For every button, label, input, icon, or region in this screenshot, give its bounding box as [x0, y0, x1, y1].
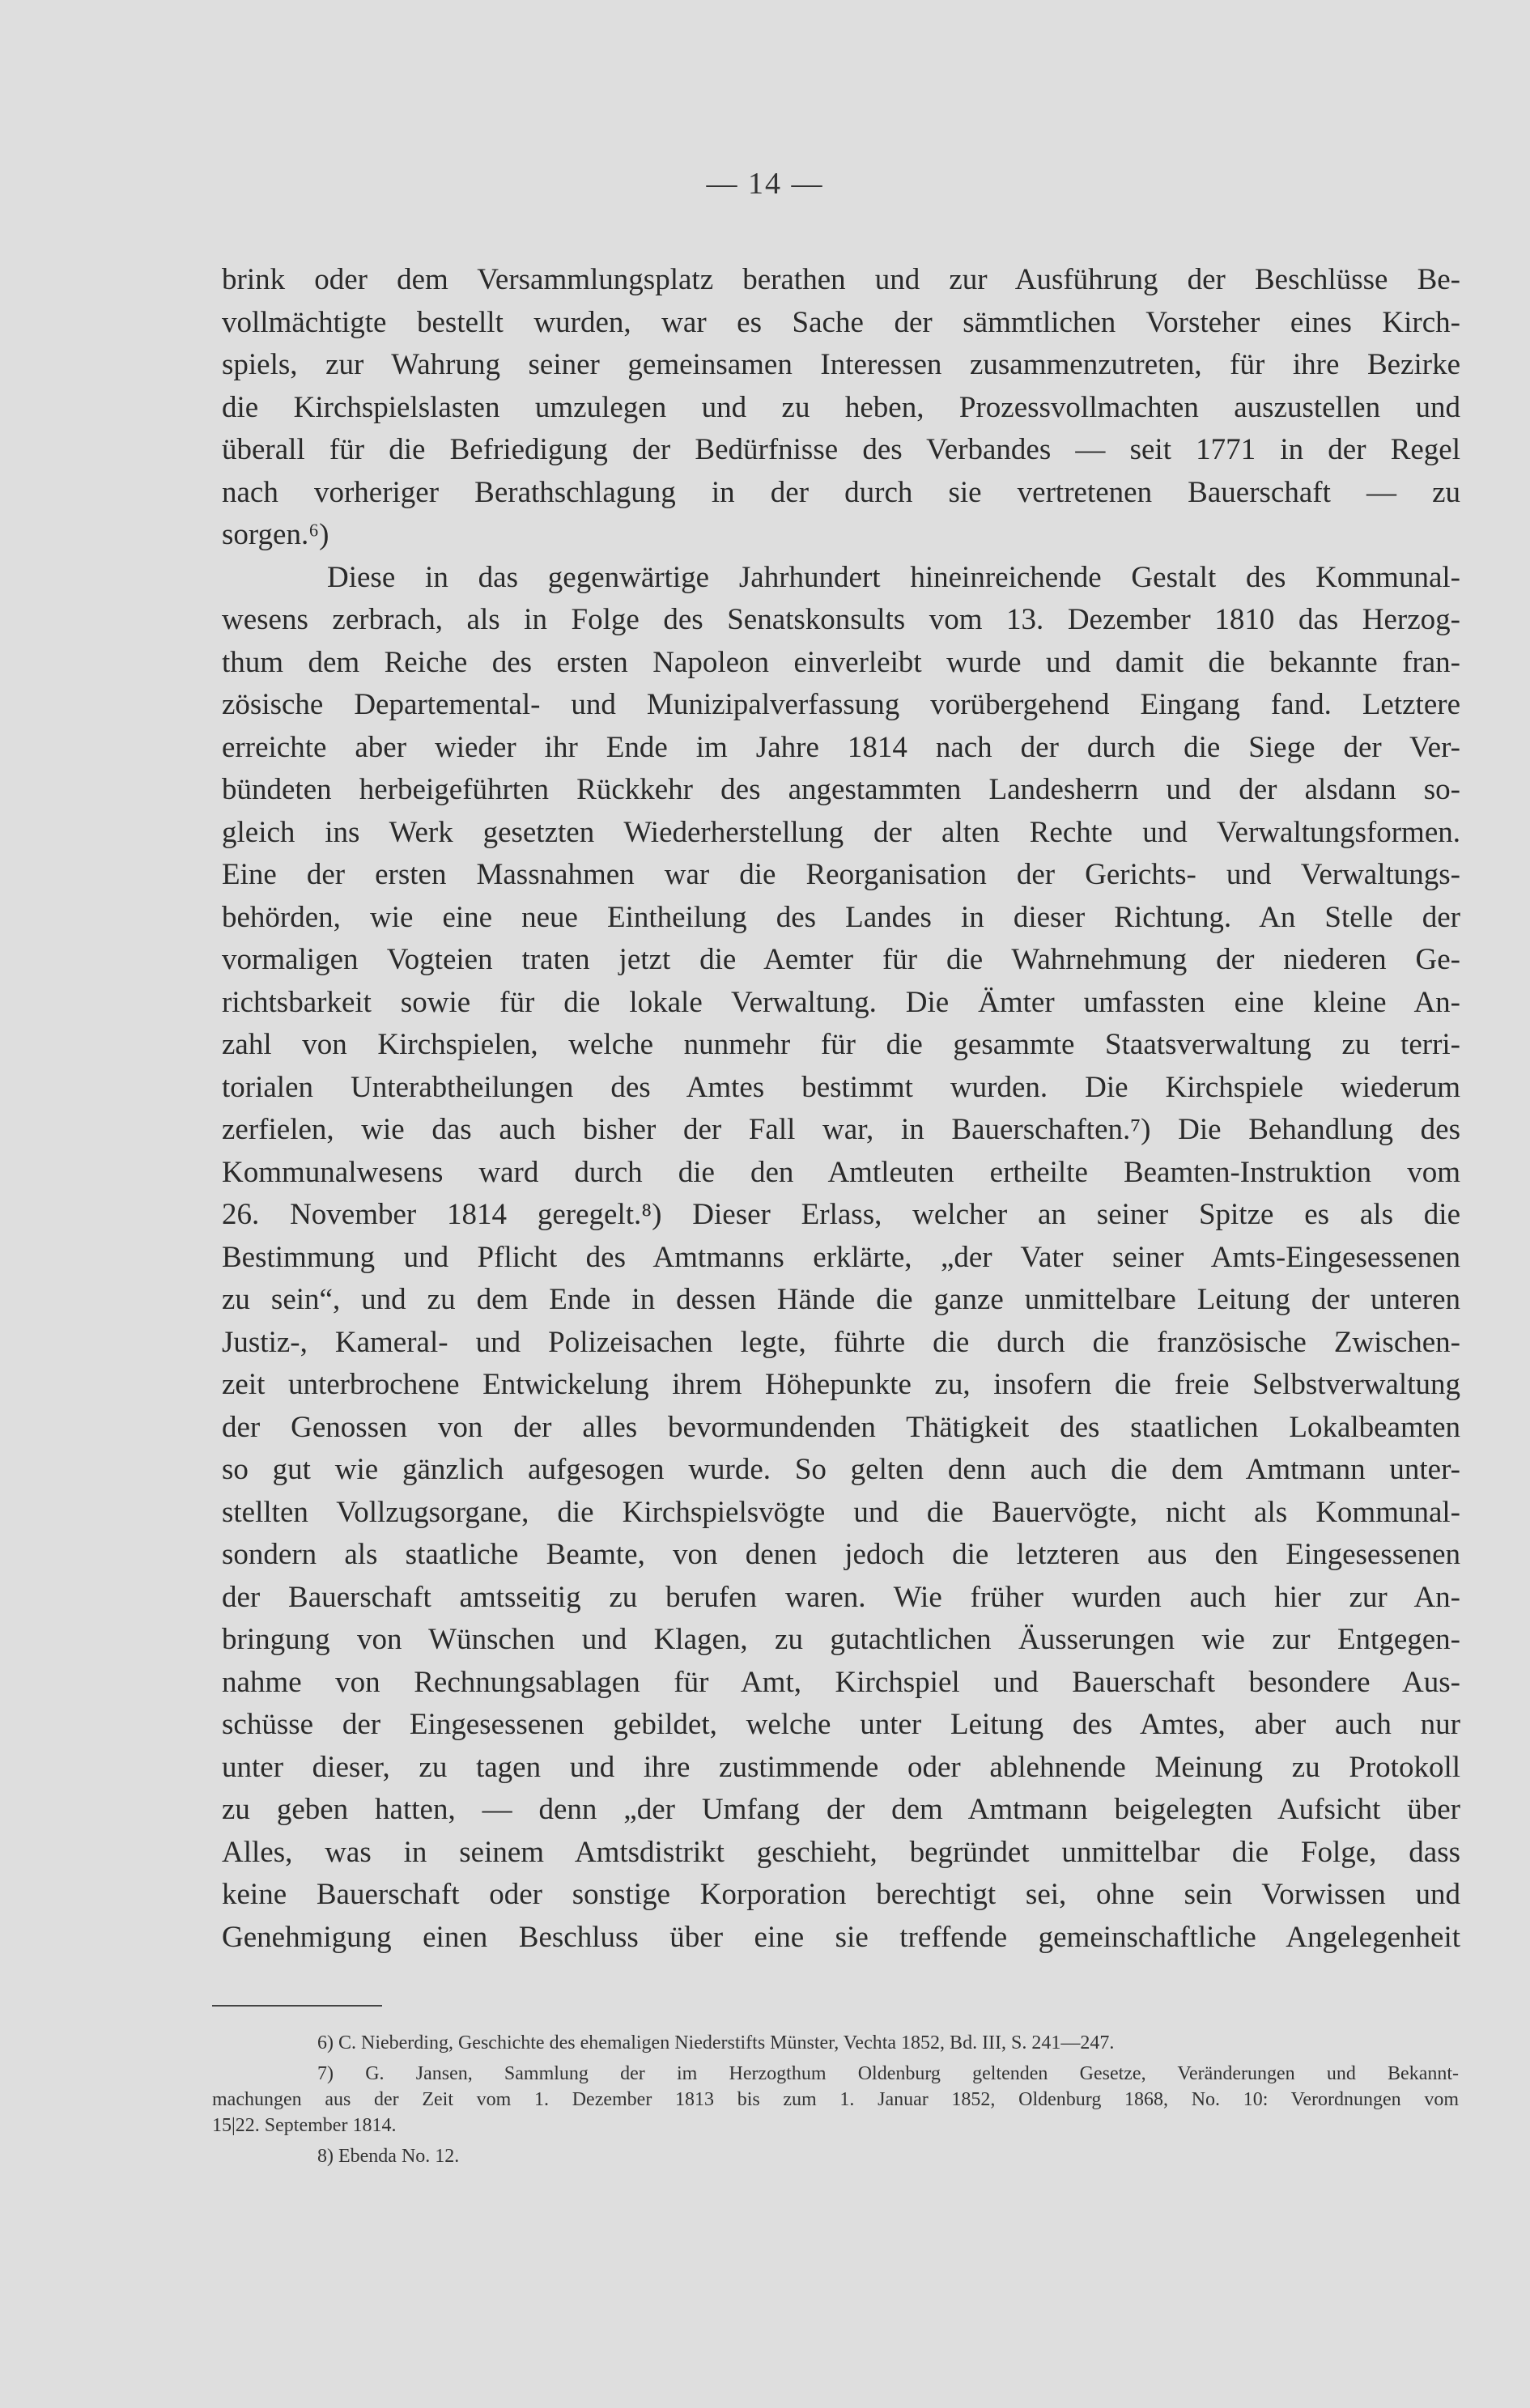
text-line: sorgen.⁶)	[222, 518, 329, 551]
footnote-line: 15|22. September 1814.	[212, 2115, 397, 2136]
text-line: schüsse der Eingesessenen gebildet, welche unter Leitung des Amtes, aber auch nur	[222, 1708, 1460, 1741]
text-line: keine Bauerschaft oder sonstige Korporation berechtigt sei, ohne sein Vorwissen und	[222, 1878, 1460, 1911]
text-line: Justiz-, Kameral- und Polizeisachen legte, führte die durch die französische Zwischen-	[222, 1325, 1460, 1359]
footnote-line: 6) C. Nieberding, Geschichte des ehemaligen Niederstifts Münster, Vechta 1852, Bd. III, S. 241—247.	[317, 2032, 1115, 2053]
text-line: bringung von Wünschen und Klagen, zu gutachtlichen Äusserungen wie zur Entgegen-	[222, 1623, 1460, 1656]
text-line: 26. November 1814 geregelt.⁸) Dieser Erlass, welcher an seiner Spitze es als die	[222, 1198, 1460, 1231]
footnote-divider	[212, 2005, 382, 2007]
text-line: brink oder dem Versammlungsplatz berathen und zur Ausführung der Beschlüsse Be-	[222, 263, 1460, 296]
text-line: sondern als staatliche Beamte, von denen jedoch die letzteren aus den Eingesessenen	[222, 1538, 1460, 1571]
text-line: Alles, was in seinem Amtsdistrikt geschieht, begründet unmittelbar die Folge, dass	[222, 1835, 1460, 1869]
footnote-line: 8) Ebenda No. 12.	[317, 2146, 460, 2167]
text-line: zösische Departemental- und Munizipalverfassung vorübergehend Eingang fand. Letztere	[222, 688, 1460, 721]
text-line: richtsbarkeit sowie für die lokale Verwaltung. Die Ämter umfassten eine kleine An-	[222, 985, 1460, 1019]
footnote-8	[212, 2143, 1459, 2169]
text-line: thum dem Reiche des ersten Napoleon einverleibt wurde und damit die bekannte fran-	[222, 645, 1460, 679]
text-line: erreichte aber wieder ihr Ende im Jahre 1814 nach der durch die Siege der Ver-	[222, 730, 1460, 764]
paragraph-start-line: Diese in das gegenwärtige Jahrhundert hineinreichende Gestalt des Kommunal-	[327, 560, 1460, 594]
text-line: der Genossen von der alles bevormundenden Thätigkeit des staatlichen Lokalbeamten	[222, 1410, 1460, 1444]
text-line: die Kirchspielslasten umzulegen und zu heben, Prozessvollmachten auszustellen und	[222, 390, 1460, 424]
text-line: stellten Vollzugsorgane, die Kirchspielsvögte und die Bauervögte, nicht als Kommunal-	[222, 1495, 1460, 1529]
text-line: zeit unterbrochene Entwickelung ihrem Höhepunkte zu, insofern die freie Selbstverwaltung	[222, 1368, 1460, 1401]
text-line: behörden, wie eine neue Eintheilung des Landes in dieser Richtung. An Stelle der	[222, 900, 1460, 934]
text-line: Eine der ersten Massnahmen war die Reorganisation der Gerichts- und Verwaltungs-	[222, 858, 1460, 891]
text-line: zu geben hatten, — denn „der Umfang der dem Amtmann beigelegten Aufsicht über	[222, 1793, 1460, 1826]
page-number: — 14 —	[706, 167, 824, 201]
text-line: zahl von Kirchspielen, welche nunmehr für die gesammte Staatsverwaltung zu terri-	[222, 1028, 1460, 1061]
text-line: zerfielen, wie das auch bisher der Fall war, in Bauerschaften.⁷) Die Behandlung des	[222, 1113, 1460, 1146]
footnote-line: machungen aus der Zeit vom 1. Dezember 1813 bis zum 1. Januar 1852, Oldenburg 1868, No. 10: Verordnungen vom	[212, 2089, 1459, 2110]
footnote-line: 7) G. Jansen, Sammlung der im Herzogthum Oldenburg geltenden Gesetze, Veränderungen und Bekannt-	[317, 2063, 1459, 2084]
text-line: Genehmigung einen Beschluss über eine sie treffende gemeinschaftliche Angelegenheit	[222, 1920, 1460, 1954]
text-line: vollmächtigte bestellt wurden, war es Sache der sämmtlichen Vorsteher eines Kirch-	[222, 305, 1460, 339]
text-line: Kommunalwesens ward durch die den Amtleuten ertheilte Beamten-Instruktion vom	[222, 1155, 1460, 1189]
footnote-6	[212, 2030, 1459, 2056]
text-line: so gut wie gänzlich aufgesogen wurde. So gelten denn auch die dem Amtmann unter-	[222, 1453, 1460, 1486]
text-line: der Bauerschaft amtsseitig zu berufen waren. Wie früher wurden auch hier zur An-	[222, 1580, 1460, 1614]
text-line: zu sein“, und zu dem Ende in dessen Hände die ganze unmittelbare Leitung der unteren	[222, 1283, 1460, 1316]
footnotes	[212, 2030, 1459, 2169]
main-text-block	[222, 259, 1460, 1959]
text-line: wesens zerbrach, als in Folge des Senatskonsults vom 13. Dezember 1810 das Herzog-	[222, 603, 1460, 636]
text-line: nahme von Rechnungsablagen für Amt, Kirchspiel und Bauerschaft besondere Aus-	[222, 1665, 1460, 1699]
text-line: überall für die Befriedigung der Bedürfnisse des Verbandes — seit 1771 in der Regel	[222, 433, 1460, 466]
text-line: vormaligen Vogteien traten jetzt die Aemter für die Wahrnehmung der niederen Ge-	[222, 943, 1460, 976]
text-line: unter dieser, zu tagen und ihre zustimmende oder ablehnende Meinung zu Protokoll	[222, 1750, 1460, 1784]
text-line: spiels, zur Wahrung seiner gemeinsamen Interessen zusammenzutreten, für ihre Bezirke	[222, 348, 1460, 381]
footnote-7	[212, 2061, 1459, 2138]
text-line: Bestimmung und Pflicht des Amtmanns erklärte, „der Vater seiner Amts-Eingesessenen	[222, 1240, 1460, 1274]
text-line: gleich ins Werk gesetzten Wiederherstellung der alten Rechte und Verwaltungsformen.	[222, 815, 1460, 849]
text-line: nach vorheriger Berathschlagung in der durch sie vertretenen Bauerschaft — zu	[222, 475, 1460, 509]
text-line: bündeten herbeigeführten Rückkehr des angestammten Landesherrn und der alsdann so-	[222, 773, 1460, 806]
text-line: torialen Unterabtheilungen des Amtes bestimmt wurden. Die Kirchspiele wiederum	[222, 1070, 1460, 1104]
